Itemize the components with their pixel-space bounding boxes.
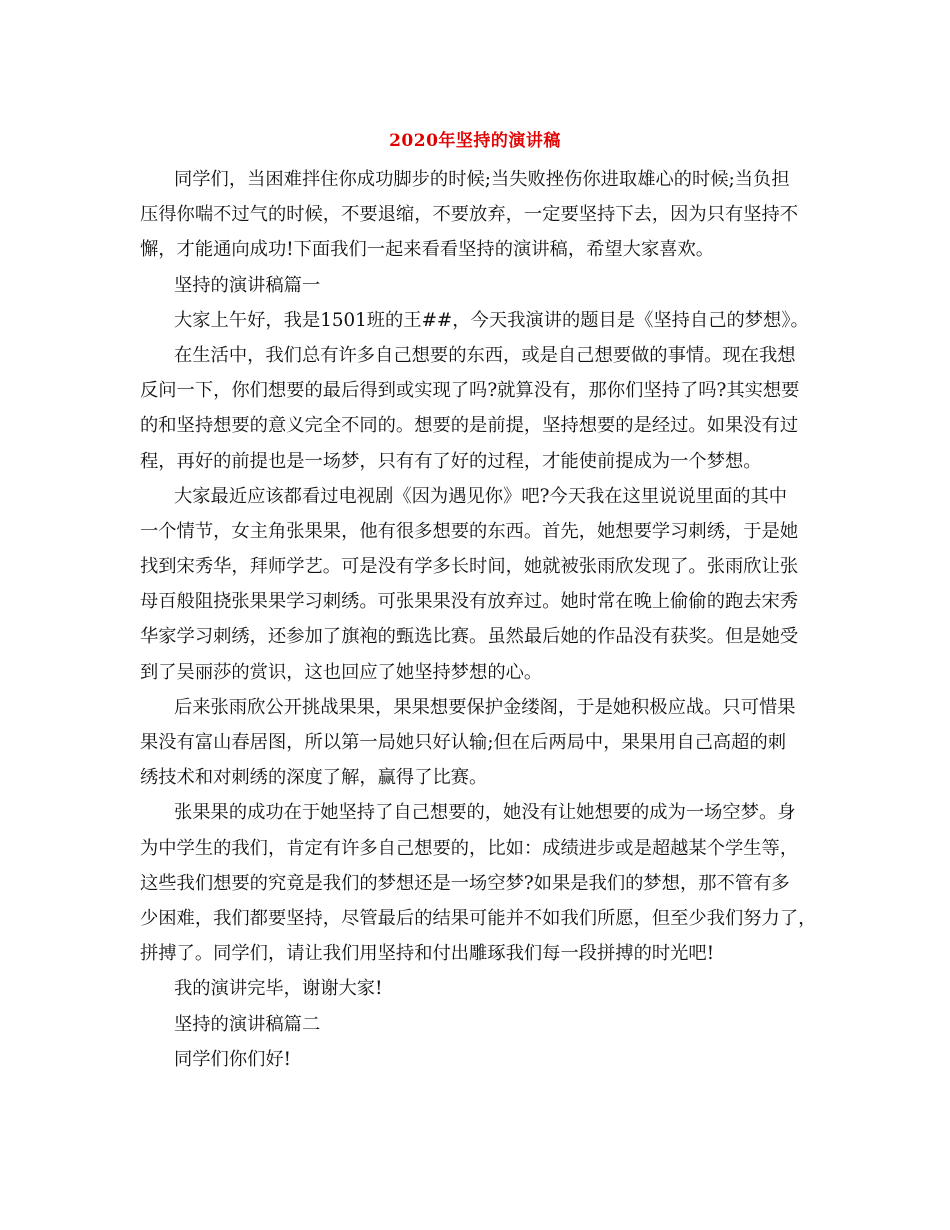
body-line: 绣技术和对刺绣的深度了解，赢得了比赛。	[140, 767, 488, 789]
body-line: 程，再好的前提也是一场梦，只有有了好的过程，才能使前提成为一个梦想。	[140, 450, 762, 472]
body-line: 华家学习刺绣，还参加了旗袍的甄选比赛。虽然最后她的作品没有获奖。但是她受	[140, 626, 799, 648]
body-line: 懈，才能通向成功!下面我们一起来看看坚持的演讲稿，希望大家喜欢。	[140, 239, 715, 261]
body-line: 在生活中，我们总有许多自己想要的东西，或是自己想要做的事情。现在我想	[174, 344, 796, 366]
document-body	[140, 162, 830, 1077]
body-line: 到了吴丽莎的赏识，这也回应了她坚持梦想的心。	[140, 661, 543, 683]
body-line: 果没有富山春居图，所以第一局她只好认输;但在后两局中，果果用自己高超的刺	[140, 732, 787, 753]
body-line: 张果果的成功在于她坚持了自己想要的，她没有让她想要的成为一场空梦。身	[174, 802, 796, 824]
body-line: 同学们，当困难拌住你成功脚步的时候;当失败挫伤你进取雄心的时候;当负担	[174, 169, 790, 190]
body-line: 找到宋秀华，拜师学艺。可是没有学多长时间，她就被张雨欣发现了。张雨欣让张	[140, 556, 799, 578]
body-line: 后来张雨欣公开挑战果果，果果想要保护金缕阁，于是她积极应战。只可惜果	[174, 696, 796, 718]
body-line: 我的演讲完毕，谢谢大家!	[174, 978, 383, 1000]
body-line: 大家上午好，我是1501班的王##，今天我演讲的题目是《坚持自己的梦想》。	[174, 309, 809, 331]
body-line: 母百般阻挠张果果学习刺绣。可张果果没有放弃过。她时常在晚上偷偷的跑去宋秀	[140, 591, 799, 613]
body-line: 拼搏了。同学们，请让我们用坚持和付出雕琢我们每一段拼搏的时光吧!	[140, 943, 715, 965]
section-heading: 坚持的演讲稿篇二	[174, 1013, 321, 1035]
body-line: 这些我们想要的究竟是我们的梦想还是一场空梦?如果是我们的梦想，那不管有多	[140, 872, 790, 894]
body-line: 反问一下，你们想要的最后得到或实现了吗?就算没有，那你们坚持了吗?其实想要	[140, 380, 800, 402]
body-line: 的和坚持想要的意义完全不同的。想要的是前提，坚持想要的是经过。如果没有过	[140, 415, 799, 437]
body-line: 同学们你们好!	[174, 1048, 292, 1070]
section-heading: 坚持的演讲稿篇一	[174, 274, 321, 296]
document-title: 2020年坚持的演讲稿	[389, 131, 561, 151]
body-line: 少困难，我们都要坚持，尽管最后的结果可能并不如我们所愿，但至少我们努力了，	[140, 907, 817, 929]
body-line: 为中学生的我们，肯定有许多自己想要的，比如：成绩进步或是超越某个学生等，	[140, 837, 799, 859]
body-line: 大家最近应该都看过电视剧《因为遇见你》吧?今天我在这里说说里面的其中	[174, 485, 788, 507]
body-line: 一个情节，女主角张果果，他有很多想要的东西。首先，她想要学习刺绣，于是她	[140, 520, 799, 542]
body-line: 压得你喘不过气的时候，不要退缩，不要放弃，一定要坚持下去，因为只有坚持不	[140, 204, 799, 226]
